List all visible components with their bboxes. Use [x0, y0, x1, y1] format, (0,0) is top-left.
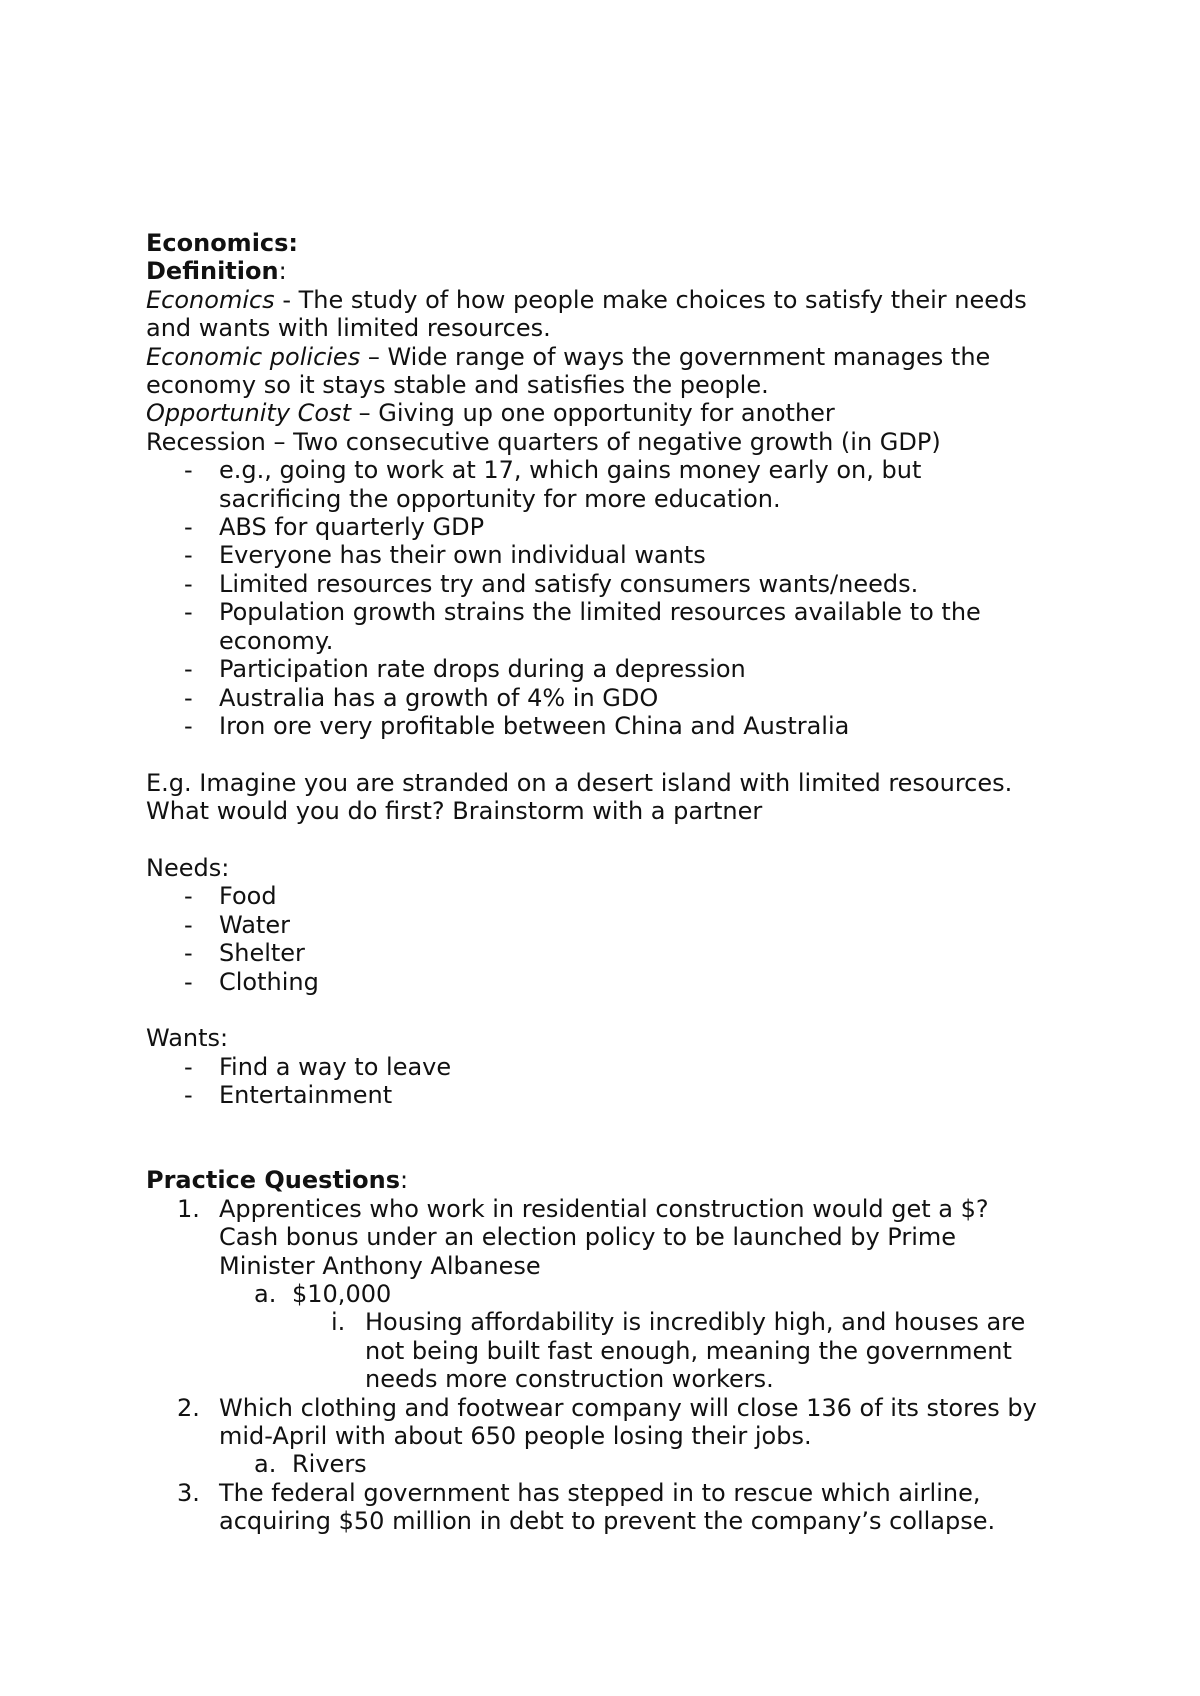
definition-economics-cont: and wants with limited resources.: [146, 314, 551, 343]
question-number: 1.: [177, 1194, 200, 1223]
definition-label: Definition: [146, 257, 279, 286]
list-item: [146, 911, 1076, 939]
list-item: [146, 1053, 1076, 1081]
dash-marker: -: [184, 910, 193, 939]
definition-separator: -: [274, 285, 299, 314]
dash-marker: -: [184, 541, 193, 570]
document-body: [146, 229, 1076, 1536]
list-item-text: Iron ore very profitable between China and Australia: [219, 711, 850, 740]
wants-heading: Wants:: [146, 1024, 229, 1053]
dash-marker: -: [184, 456, 193, 485]
list-item: [146, 541, 1076, 569]
list-item: [146, 939, 1076, 967]
dash-marker: -: [184, 598, 193, 627]
practice-questions-list: [146, 1195, 1076, 1536]
list-item: [146, 1081, 1076, 1109]
definition-economics: [146, 286, 1076, 314]
definition-text: The study of how people make choices to satisfy their needs: [298, 285, 1027, 314]
spacer: [146, 826, 1076, 854]
list-item-text: Limited resources try and satisfy consumers wants/needs.: [219, 569, 919, 598]
question-3: [146, 1479, 1076, 1536]
practice-label: Practice Questions: [146, 1166, 401, 1195]
definition-term: Opportunity Cost: [146, 399, 352, 428]
note-text-line: needs more construction workers.: [365, 1365, 774, 1394]
definition-economic-policies: [146, 343, 1076, 371]
dash-marker: -: [184, 711, 193, 740]
question-text-line: acquiring $50 million in debt to prevent the company’s collapse.: [219, 1507, 996, 1536]
definition-separator: –: [351, 399, 379, 428]
definition-text: Wide range of ways the government manages the: [387, 342, 991, 371]
spacer: [146, 1110, 1076, 1167]
dash-marker: -: [184, 569, 193, 598]
definition-text: Giving up one opportunity for another: [378, 399, 835, 428]
answer-text: Rivers: [292, 1450, 367, 1479]
dash-marker: -: [184, 1081, 193, 1110]
list-item-text: ABS for quarterly GDP: [219, 513, 485, 542]
list-item-text: Find a way to leave: [219, 1052, 452, 1081]
list-item: [146, 570, 1076, 598]
dash-marker: -: [184, 513, 193, 542]
dash-marker: -: [184, 683, 193, 712]
dash-marker: -: [184, 882, 193, 911]
needs-list: [146, 882, 1076, 996]
list-item-text: economy.: [219, 626, 334, 655]
answer-marker: a.: [254, 1279, 277, 1308]
spacer: [146, 996, 1076, 1024]
definition-term: Economic policies: [146, 342, 361, 371]
list-item-text: Participation rate drops during a depression: [219, 655, 746, 684]
list-item: [146, 712, 1076, 740]
definition-colon: :: [278, 257, 287, 286]
dash-marker: -: [184, 967, 193, 996]
question-number: 2.: [177, 1393, 200, 1422]
question-text-line: Minister Anthony Albanese: [219, 1251, 541, 1280]
dash-marker: -: [184, 1052, 193, 1081]
practice-colon: :: [400, 1166, 409, 1195]
list-item-text: Food: [219, 882, 277, 911]
list-item: [146, 513, 1076, 541]
dash-marker: -: [184, 655, 193, 684]
list-item-text: Water: [219, 910, 290, 939]
key-points-list: [146, 456, 1076, 740]
question-2: [146, 1394, 1076, 1479]
note-text-line: not being built fast enough, meaning the government: [365, 1336, 1012, 1365]
list-item-text: sacrificing the opportunity for more education.: [219, 484, 781, 513]
list-item: [146, 456, 1076, 513]
note-text-line: Housing affordability is incredibly high, and houses are: [365, 1308, 1026, 1337]
list-item: [146, 655, 1076, 683]
question-text-line: Apprentices who work in residential construction would get a $?: [219, 1194, 989, 1223]
answer-note: [146, 1308, 1076, 1393]
list-item-text: Clothing: [219, 967, 319, 996]
needs-heading: Needs:: [146, 853, 230, 882]
list-item-text: Shelter: [219, 939, 305, 968]
list-item-text: Everyone has their own individual wants: [219, 541, 706, 570]
list-item-text: Population growth strains the limited resources available to the: [219, 598, 981, 627]
list-item-text: Entertainment: [219, 1081, 393, 1110]
question-text-line: Which clothing and footwear company will close 136 of its stores by: [219, 1393, 1037, 1422]
example-prompt-line-2: What would you do first? Brainstorm with a partner: [146, 797, 763, 826]
list-item-text: e.g., going to work at 17, which gains money early on, but: [219, 456, 922, 485]
list-item: [146, 882, 1076, 910]
dash-marker: -: [184, 939, 193, 968]
definition-recession: Recession – Two consecutive quarters of negative growth (in GDP): [146, 427, 941, 456]
list-item: [146, 598, 1076, 655]
note-marker: i.: [331, 1308, 346, 1337]
definition-separator: –: [360, 342, 388, 371]
answer-item: [146, 1450, 1076, 1478]
page-heading: Economics:: [146, 229, 299, 257]
practice-questions-heading: [146, 1166, 1076, 1194]
wants-list: [146, 1053, 1076, 1110]
question-text-line: mid-April with about 650 people losing their jobs.: [219, 1422, 812, 1450]
list-item: [146, 968, 1076, 996]
spacer: [146, 740, 1076, 768]
answer-marker: a.: [254, 1450, 277, 1479]
question-text-line: The federal government has stepped in to rescue which airline,: [219, 1478, 981, 1507]
answer-text: $10,000: [292, 1279, 392, 1308]
answer-item: [146, 1280, 1076, 1308]
question-number: 3.: [177, 1478, 200, 1507]
list-item: [146, 684, 1076, 712]
definition-heading: [146, 257, 1076, 285]
definition-economic-policies-cont: economy so it stays stable and satisfies the people.: [146, 371, 769, 400]
definition-term: Economics: [146, 285, 275, 314]
definition-opportunity-cost: [146, 399, 1076, 427]
question-1: [146, 1195, 1076, 1394]
example-prompt-line-1: E.g. Imagine you are stranded on a desert island with limited resources.: [146, 768, 1013, 797]
list-item-text: Australia has a growth of 4% in GDO: [219, 683, 659, 712]
question-text-line: Cash bonus under an election policy to be launched by Prime: [219, 1223, 957, 1252]
